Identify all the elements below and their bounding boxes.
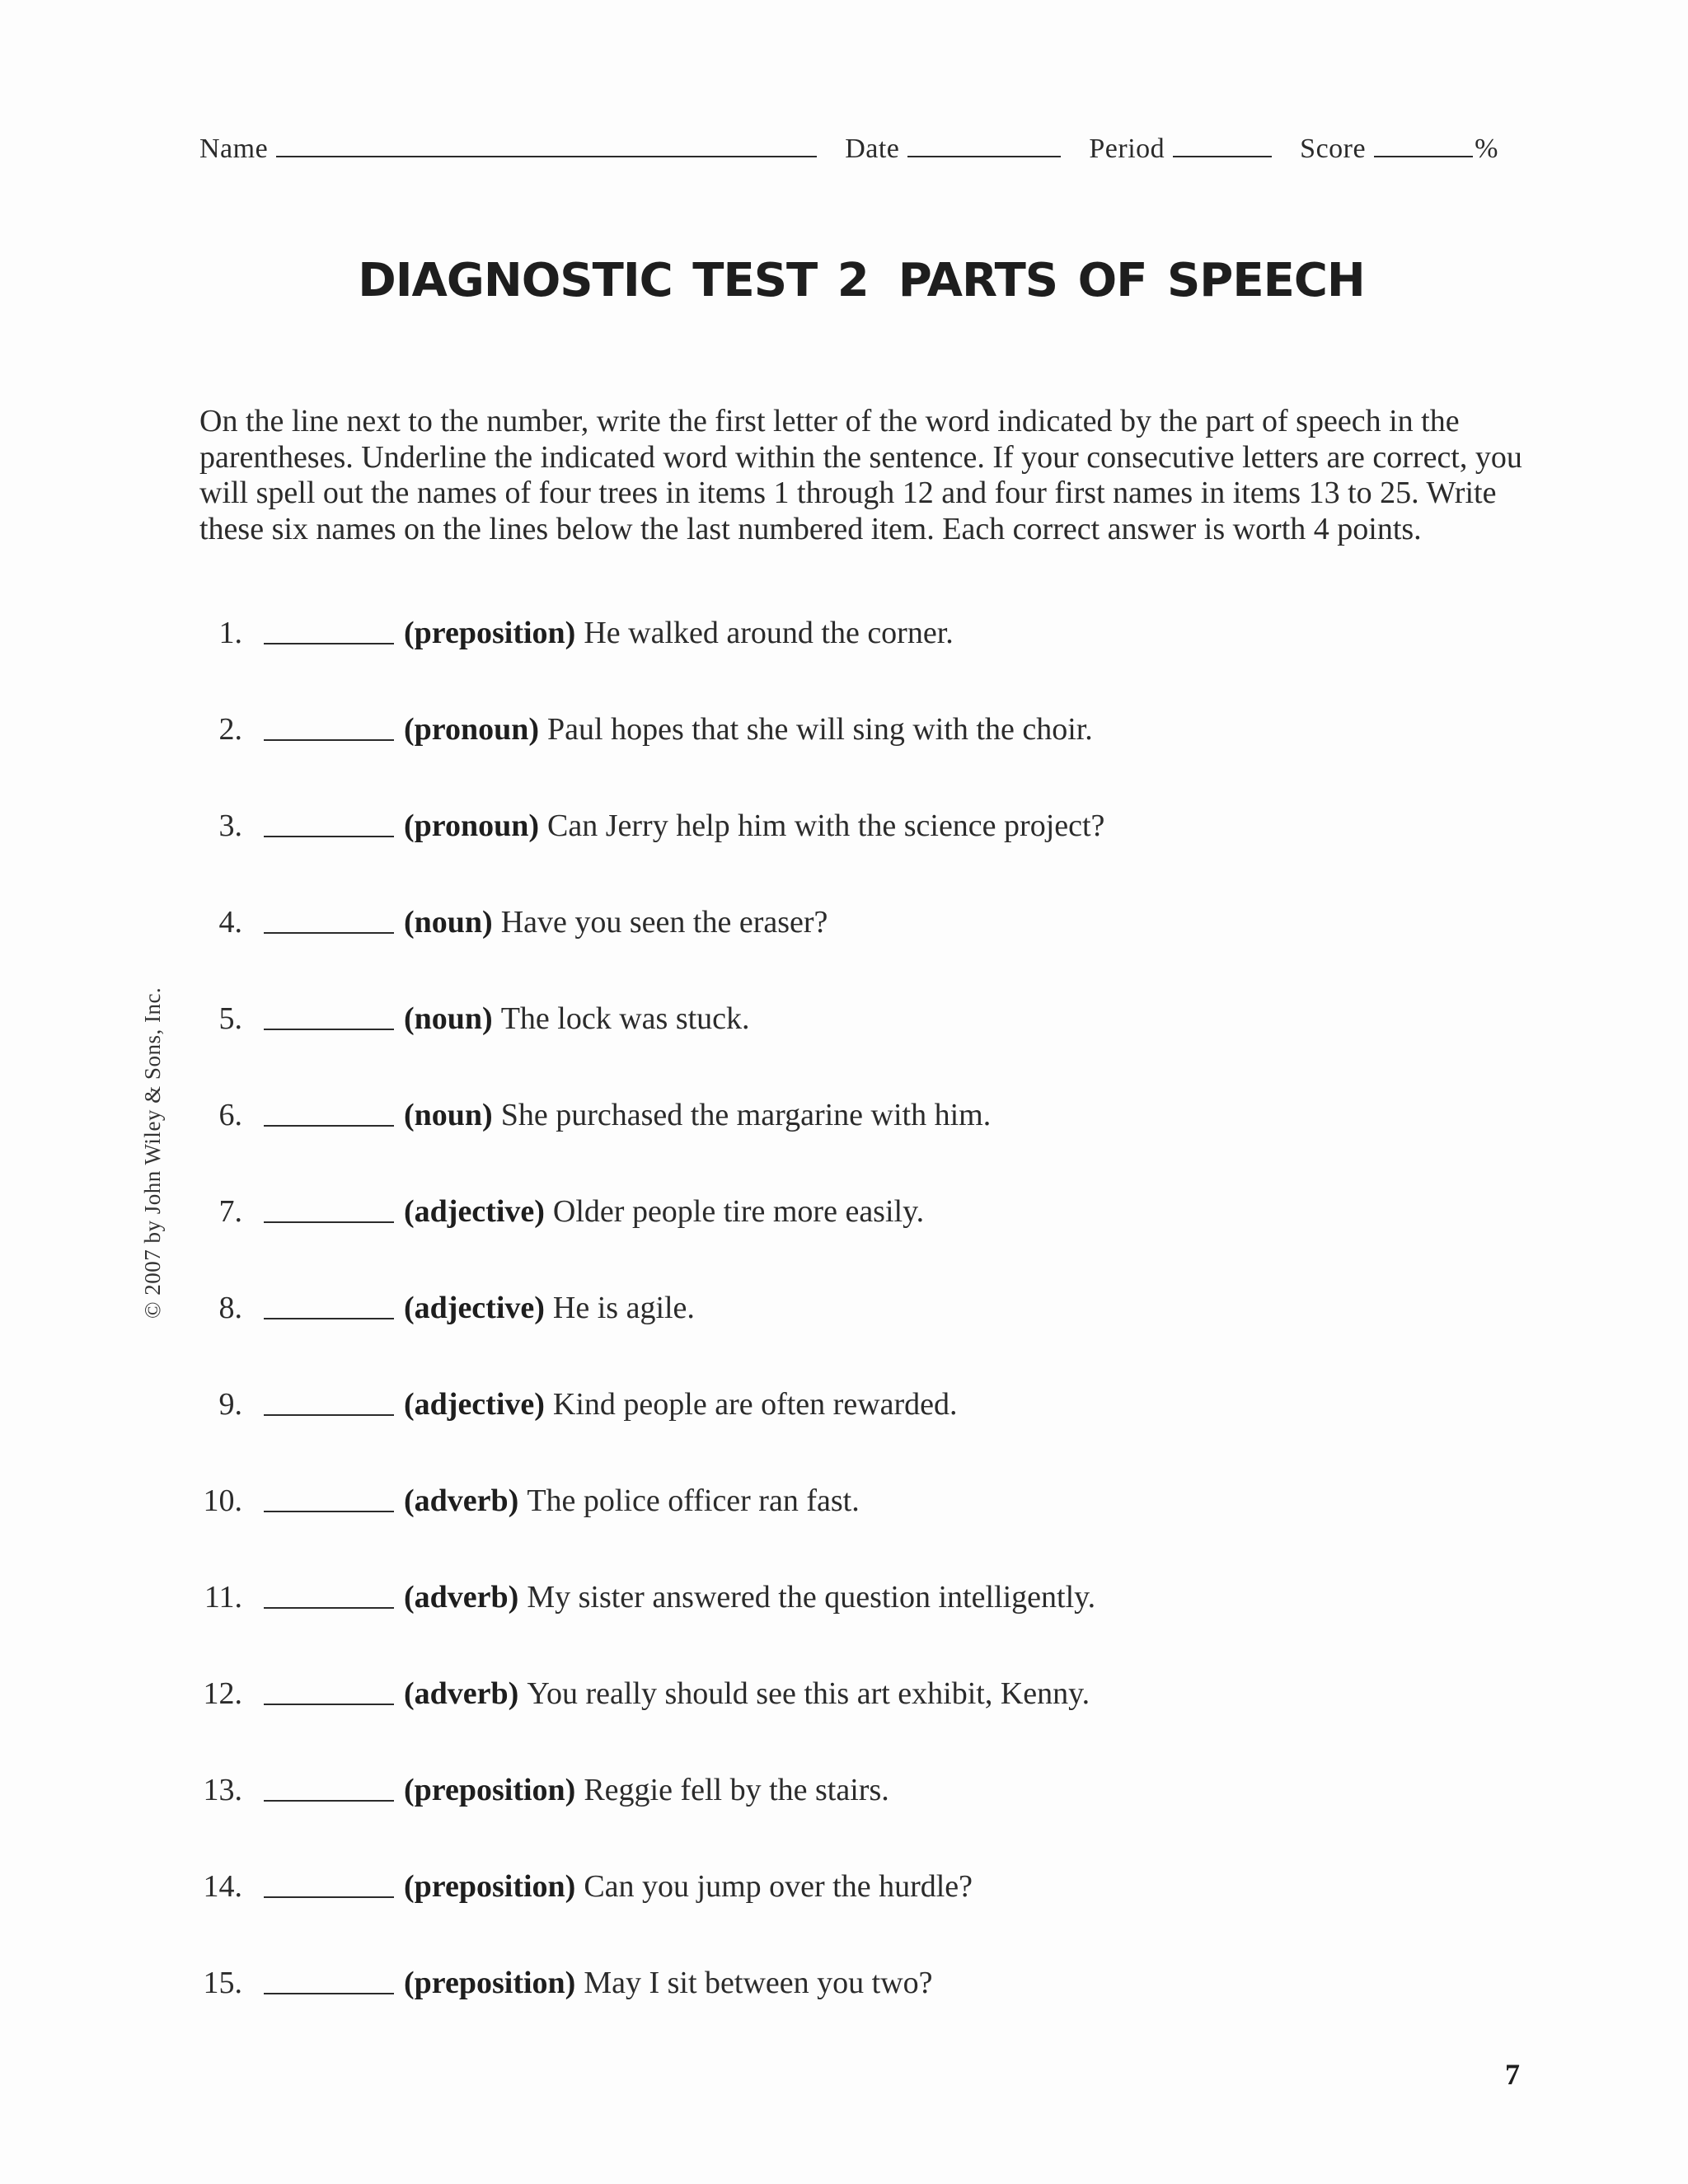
part-of-speech-label: (preposition) — [404, 616, 576, 650]
question-number: 9. — [218, 1387, 242, 1422]
question-sentence: Older people tire more easily. — [552, 1194, 925, 1229]
date-blank-line — [907, 155, 1061, 157]
part-of-speech-label: (pronoun) — [404, 808, 540, 843]
question-sentence: Kind people are often rewarded. — [552, 1387, 958, 1422]
answer-blank[interactable] — [264, 1703, 394, 1705]
question-item — [199, 1960, 933, 2001]
question-sentence: Can Jerry help him with the science project? — [547, 808, 1105, 843]
question-number: 12. — [203, 1676, 242, 1711]
answer-blank[interactable] — [264, 1799, 394, 1802]
part-of-speech-label: (adjective) — [404, 1194, 545, 1229]
question-item — [199, 1574, 1095, 1615]
answer-blank[interactable] — [264, 1317, 394, 1319]
question-item — [199, 996, 750, 1037]
question-sentence: He is agile. — [552, 1291, 695, 1325]
question-sentence: The lock was stuck. — [500, 1001, 750, 1036]
question-sentence: My sister answered the question intelligently. — [527, 1580, 1096, 1615]
question-item — [199, 1863, 973, 1905]
score-blank-line — [1374, 155, 1473, 157]
part-of-speech-label: (preposition) — [404, 1966, 576, 2000]
period-field — [1089, 134, 1272, 165]
score-label: Score — [1300, 134, 1367, 164]
date-field — [845, 134, 1061, 165]
period-blank-line — [1173, 155, 1272, 157]
question-number: 7. — [218, 1194, 242, 1229]
question-sentence: Reggie fell by the stairs. — [584, 1773, 889, 1807]
name-field — [199, 134, 817, 165]
part-of-speech-label: (adverb) — [404, 1676, 519, 1711]
period-label: Period — [1089, 134, 1165, 164]
answer-blank[interactable] — [264, 1124, 394, 1127]
part-of-speech-label: (adverb) — [404, 1580, 519, 1615]
part-of-speech-label: (pronoun) — [404, 712, 540, 747]
answer-blank[interactable] — [264, 1413, 394, 1416]
question-number: 3. — [218, 808, 242, 843]
question-sentence: He walked around the corner. — [584, 616, 954, 650]
part-of-speech-label: (adjective) — [404, 1387, 545, 1422]
score-field — [1300, 134, 1498, 165]
page-title — [0, 254, 1688, 307]
question-sentence: Have you seen the eraser? — [500, 905, 828, 940]
answer-blank[interactable] — [264, 1992, 394, 1994]
question-item — [199, 610, 954, 651]
answer-blank[interactable] — [264, 738, 394, 741]
part-of-speech-label: (preposition) — [404, 1869, 576, 1904]
question-item — [199, 1188, 924, 1230]
name-label: Name — [199, 134, 269, 164]
question-number: 6. — [218, 1098, 242, 1132]
question-item — [199, 803, 1104, 844]
question-number: 2. — [218, 712, 242, 747]
answer-blank[interactable] — [264, 642, 394, 644]
question-item — [199, 1767, 889, 1808]
question-number: 4. — [218, 905, 242, 940]
question-number: 11. — [204, 1580, 242, 1615]
question-sentence: She purchased the margarine with him. — [500, 1098, 992, 1132]
question-item — [199, 1478, 860, 1519]
answer-blank[interactable] — [264, 1896, 394, 1898]
date-label: Date — [845, 134, 900, 164]
part-of-speech-label: (noun) — [404, 1098, 493, 1132]
part-of-speech-label: (noun) — [404, 1001, 493, 1036]
question-number: 10. — [203, 1483, 242, 1518]
question-number: 1. — [218, 616, 242, 650]
question-item — [199, 1671, 1090, 1712]
question-number: 15. — [203, 1966, 242, 2000]
title-test-number: DIAGNOSTIC TEST 2 — [358, 254, 869, 307]
question-sentence: May I sit between you two? — [584, 1966, 933, 2000]
question-number: 5. — [218, 1001, 242, 1036]
name-blank-line — [276, 155, 817, 157]
student-info-header — [199, 124, 1523, 165]
question-number: 13. — [203, 1773, 242, 1807]
question-sentence: Paul hopes that she will sing with the choir. — [547, 712, 1093, 747]
answer-blank[interactable] — [264, 835, 394, 837]
part-of-speech-label: (preposition) — [404, 1773, 576, 1807]
answer-blank[interactable] — [264, 931, 394, 934]
question-item — [199, 1092, 991, 1133]
question-item — [199, 1285, 695, 1326]
question-sentence: You really should see this art exhibit, Kenny. — [527, 1676, 1090, 1711]
part-of-speech-label: (adverb) — [404, 1483, 519, 1518]
answer-blank[interactable] — [264, 1510, 394, 1512]
answer-blank[interactable] — [264, 1606, 394, 1609]
question-number: 8. — [218, 1291, 242, 1325]
answer-blank[interactable] — [264, 1221, 394, 1223]
title-subject: PARTS OF SPEECH — [898, 254, 1365, 307]
score-percent-sign: % — [1475, 134, 1498, 164]
question-item — [199, 899, 828, 940]
part-of-speech-label: (noun) — [404, 905, 493, 940]
question-item — [199, 706, 1093, 748]
part-of-speech-label: (adjective) — [404, 1291, 545, 1325]
copyright-notice: © 2007 by John Wiley & Sons, Inc. — [140, 987, 165, 1319]
question-sentence: The police officer ran fast. — [527, 1483, 860, 1518]
question-number: 14. — [203, 1869, 242, 1904]
page-number: 7 — [1505, 2058, 1520, 2091]
question-item — [199, 1381, 958, 1422]
question-sentence: Can you jump over the hurdle? — [584, 1869, 973, 1904]
instructions-paragraph: On the line next to the number, write the first letter of the word indicated by the part of speech in the parentheses. Underline the indicated word within the sentence. If your consecutive letters are correct, you will spell out the names of four trees in items 1 through 12 and four first names in items 13 to 25. Write these six names on the lines below the last numbered item. Each correct answer is worth 4 points. — [199, 404, 1522, 546]
answer-blank[interactable] — [264, 1028, 394, 1030]
